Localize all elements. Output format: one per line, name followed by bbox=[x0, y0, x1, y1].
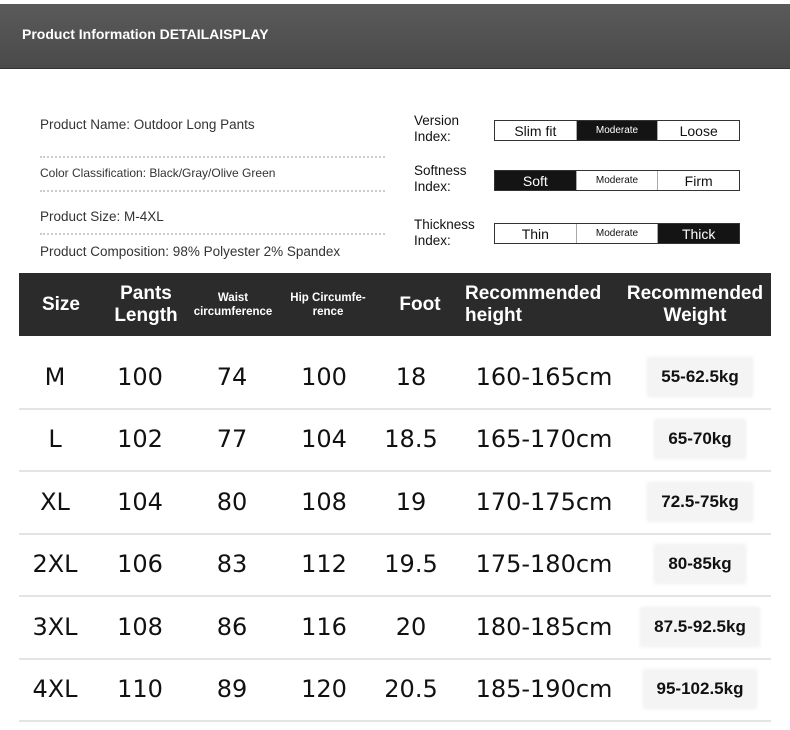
header-weight: Recommended Weight bbox=[626, 282, 764, 326]
table-header bbox=[19, 273, 771, 336]
index-option: Moderate bbox=[576, 224, 658, 243]
cell-hip: 116 bbox=[301, 612, 347, 641]
product-name-text: Product Name: Outdoor Long Pants bbox=[40, 117, 255, 132]
product-color-text: Color Classification: Black/Gray/Olive Green bbox=[40, 166, 276, 180]
cell-weight bbox=[631, 408, 769, 470]
cell-weight bbox=[631, 346, 769, 408]
index-label: Softness Index: bbox=[414, 163, 467, 194]
index-option: Loose bbox=[657, 121, 739, 140]
cell-weight bbox=[631, 533, 769, 595]
cell-foot: 20 bbox=[395, 612, 427, 641]
weight-value: 55-62.5kg bbox=[649, 359, 751, 395]
cell-hip: 112 bbox=[301, 550, 347, 579]
cell-foot: 20.5 bbox=[384, 675, 438, 703]
cell-size: 4XL bbox=[32, 675, 78, 703]
cell-height: 170-175cm bbox=[475, 487, 613, 516]
weight-value: 95-102.5kg bbox=[645, 671, 756, 707]
cell-foot: 18.5 bbox=[384, 425, 438, 454]
cell-waist: 77 bbox=[216, 425, 248, 454]
cell-waist: 74 bbox=[216, 363, 248, 391]
cell-pants-length: 106 bbox=[117, 550, 163, 579]
weight-value: 87.5-92.5kg bbox=[642, 609, 758, 645]
index-option: Soft bbox=[495, 171, 576, 190]
product-composition-text: Product Composition: 98% Polyester 2% Spandex bbox=[40, 244, 341, 259]
cell-size: L bbox=[48, 425, 62, 454]
index-scale bbox=[494, 170, 740, 191]
cell-waist: 83 bbox=[216, 550, 248, 579]
header-foot: Foot bbox=[399, 293, 441, 315]
index-option: Moderate bbox=[576, 121, 658, 140]
cell-weight bbox=[631, 596, 769, 658]
cell-hip: 120 bbox=[301, 675, 347, 703]
index-scale bbox=[494, 120, 740, 141]
index-option: Thin bbox=[495, 224, 576, 243]
table-row bbox=[19, 658, 771, 722]
cell-pants-length: 108 bbox=[117, 612, 163, 641]
cell-pants-length: 104 bbox=[117, 487, 163, 516]
cell-weight bbox=[631, 471, 769, 533]
cell-size: M bbox=[44, 363, 66, 391]
cell-pants-length: 102 bbox=[117, 425, 163, 454]
weight-value: 72.5-75kg bbox=[649, 484, 751, 520]
index-option: Slim fit bbox=[495, 121, 576, 140]
product-composition bbox=[40, 244, 385, 266]
cell-height: 180-185cm bbox=[475, 612, 613, 641]
cell-foot: 19.5 bbox=[384, 550, 438, 579]
cell-size: XL bbox=[40, 487, 70, 516]
cell-weight bbox=[631, 658, 769, 720]
product-size-text: Product Size: M-4XL bbox=[40, 209, 164, 224]
cell-pants-length: 100 bbox=[117, 363, 163, 391]
header-size: Size bbox=[41, 293, 81, 315]
cell-height: 175-180cm bbox=[475, 550, 613, 579]
table-row bbox=[19, 471, 771, 535]
cell-waist: 86 bbox=[216, 612, 248, 641]
index-label: Version Index: bbox=[414, 113, 460, 144]
index-option: Thick bbox=[657, 224, 739, 243]
header-pants-length: Pants Length bbox=[114, 282, 178, 326]
cell-size: 2XL bbox=[32, 550, 78, 579]
index-option: Moderate bbox=[576, 171, 658, 190]
table-row bbox=[19, 408, 771, 472]
cell-waist: 80 bbox=[216, 487, 248, 516]
header-height: Recommended height bbox=[465, 282, 602, 326]
cell-height: 185-190cm bbox=[475, 675, 613, 703]
cell-hip: 100 bbox=[301, 363, 347, 391]
header-waist: Waist circumference bbox=[193, 291, 273, 318]
cell-height: 165-170cm bbox=[475, 425, 613, 454]
product-size bbox=[40, 209, 385, 235]
index-scale bbox=[494, 223, 740, 244]
index-option: Firm bbox=[657, 171, 739, 190]
header-hip: Hip Circumfe- rence bbox=[290, 291, 366, 318]
cell-hip: 104 bbox=[301, 425, 347, 454]
header-bar bbox=[0, 4, 790, 69]
cell-foot: 19 bbox=[395, 487, 427, 516]
weight-value: 80-85kg bbox=[656, 546, 743, 582]
table-row bbox=[19, 596, 771, 660]
cell-hip: 108 bbox=[301, 487, 347, 516]
table-row bbox=[19, 346, 771, 410]
cell-waist: 89 bbox=[216, 675, 248, 703]
weight-value: 65-70kg bbox=[656, 421, 743, 457]
cell-height: 160-165cm bbox=[475, 363, 613, 391]
table-row bbox=[19, 533, 771, 597]
product-name bbox=[40, 116, 385, 158]
cell-size: 3XL bbox=[32, 612, 78, 641]
cell-pants-length: 110 bbox=[117, 675, 163, 703]
product-color bbox=[40, 166, 385, 192]
header-title: Product Information DETAILAISPLAY bbox=[22, 26, 269, 42]
cell-foot: 18 bbox=[395, 363, 427, 391]
index-label: Thickness Index: bbox=[414, 217, 475, 248]
